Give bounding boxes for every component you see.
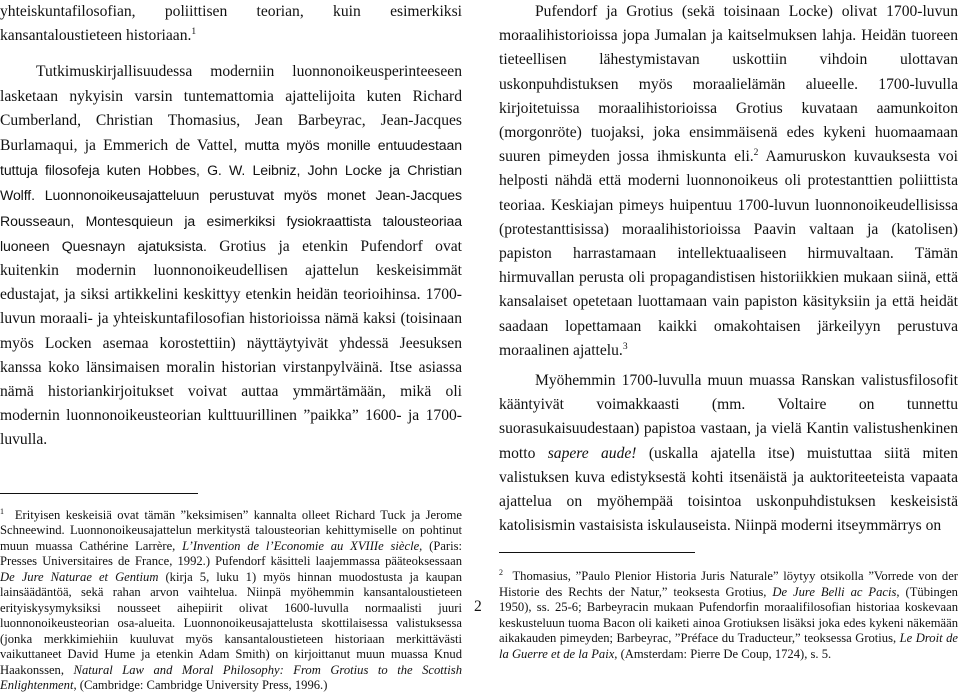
left-column [0, 0, 462, 694]
left-footnote: $^1$ Erityisen keskeisiä ovat tämän ”keksimisen” kannalta olleet Richard Tuck ja Jerome Schneewind. Luonnonoikeusajattelun merkitystä talousteorian kehittymiselle on pohtinut muun muassa Cathérine Larrère, L’Invention de l’Economie au XVIIIe siècle, (Paris: Presses Universitaires de France, 1992.) Pufendorf käsitteli laajemmassa pääteoksessaan De Jure Naturae et Gentium (kirja 5, luku 1) myös hinnan muodostusta ja kaupan lainsäädäntöä, sekä rahan arvon vaihtelua. Niinpä myöhemmin kansantaloustieteen erityiskysymyksiksi nousseet aihepiirit olivat 1600-luvulla normaalisti juuri luonnonoikeusteorian osa-alueita. Luonnonoikeusajattelusta skottilaisessa valistuksessa (jonka merkkimiehiin kuuluvat myös kansantaloustieteen historiaan merkittävästi vaikuttaneet David Hume ja etenkin Adam Smith) on kirjoittanut muun muassa Knud Haakonssen, Natural Law and Moral Philosophy: From Grotius to the Scottish Enlightenment, (Cambridge: Cambridge University Press, 1996.) [0, 506, 463, 693]
top-fragment: yhteiskuntafilosofian, poliittisen teorian, kuin esimerkiksi kansantaloustieteen historiaan.$^1$ [0, 3, 462, 45]
footnote-ref: 1 [191, 27, 197, 38]
footnote-ref: 3 [622, 341, 628, 352]
right-column [499, 0, 958, 662]
right-footnote: $^2$ Thomasius, ”Paulo Plenior Historia Juris Naturale” löytyy otsikolla ”Vorrede von der Historie des Rechts der Natur,” teoksesta Grotius, De Jure Belli ac Pacis, (Tübingen 1950), ss. 25-6; Barbeyracin mukaan Pufendorfin moraalifilosofian historiaa koskevaan keskusteluun tuoma Bacon oli kaiketi ainoa Grotiuksen lisäksi joka edes kykeni näkemään aikakauden pimeyden; Barbeyrac, ”Préface du Traducteur,” teoksessa Grotius, Le Droit de la Guerre et de la Paix, (Amsterdam: Pierre De Coup, 1724), s. 5. [499, 568, 959, 661]
left-paragraph-1: Tutkimuskirjallisuudessa moderniin luonnonoikeusperinteeseen lasketaan nykyisin varsin tuntemattomia ajattelijoita kuten Richard Cumberland, Christian Thomasius, Jean Barbeyrac, Jean-Jacques Burlamaqui, ja Emmerich de Vattel, mutta myös monille entuudestaan tuttuja filosofeja kuten Hobbes, G. W. Leibniz, John Locke ja Christian Wolff. Luonnonoikeusajatteluun perustuvat myös monet Jean-Jacques Rousseaun, Montesquieun ja esimerkiksi fysiokraattista talousteoriaa luoneen Quesnayn ajatuksista. Grotius ja etenkin Pufendorf ovat kuitenkin modernin luonnonoikeudellisen ajattelun keskeisimmät edustajat, ja siksi artikkelini keskittyy etenkin heidän teorioihinsa. 1700-luvun moraali- ja yhteiskuntafilosofian historioissa nämä kaksi (toisinaan myös Locken asemaa korostettiin) näyttäytyivät yhdessä Jeesuksen kanssa koko länsimaisen moralin historian virstanpylväinä. Itse asiassa nämä historiankirjoitukset voivat auttaa ymmärtämään, mikä oli modernin luonnonoikeusteorian kulttuurillinen ”paikka” 1600- ja 1700-luvulla. [0, 63, 463, 449]
footnote-ref: 2 [753, 148, 759, 159]
right-paragraph-1: Pufendorf ja Grotius (sekä toisinaan Locke) olivat 1700-luvun moraalihistorioissa jopa Jumalan ja kaitselmuksen lahja. Heidän tuoreen tieteellisen lähestymistavan uskottiin vihdoin ulottavan uskonpuhdistuksen myös moraalielämän alueelle. 1700-luvulla kirjoitetuissa moraalihistorioissa Grotius kuvataan aamunkoiton (morgonröte) tuojaksi, joka ensimmäisenä edes kykeni huomaamaan suuren pimeyden jossa ihmiskunta eli.$^2$ Aamuruskon kuvauksesta voi helposti nähdä että moderni luonnonoikeus oli protestanttien poliittista teoriaa. Keskiajan pimeys huipentuu 1700-luvun luonnonoikeudellisissa (protestanttisissa) moraalihistorioissa Paavin valtaan ja (katolisen) papiston harrastamaan intellektuaaliseen hirmuvaltaan. Tämän hirmuvallan perusta oli propagandistisen historiikkien mukaan siinä, että kansalaiset opetetaan luottamaan vain papiston käsityksiin ja että heidät saadaan lopettamaan kaikki omakohtaisen järkeilyyn perustuva moraalinen ajattelu.$^3$ [499, 3, 958, 359]
page-number: 2 [474, 598, 482, 615]
right-paragraph-2: Myöhemmin 1700-luvulla muun muassa Ranskan valistusfilosofit kääntyivät voimakkaasti (mm. Voltaire on tunnettu suorasukaisuudestaan) papistoa vastaan, ja vielä Kantin valistushenkinen motto sapere aude! (uskalla ajatella itse) muistuttaa siitä miten valistuksen kuva edistyksestä kohti itsenäistä ja auktoriteeteista vapaata ajattelua on myöhempää toisintoa uskonpuhdistuksen keskeisistä katolisismin vastaisista iskulauseista. Niinpä moderni itseymmärrys on [499, 372, 959, 535]
